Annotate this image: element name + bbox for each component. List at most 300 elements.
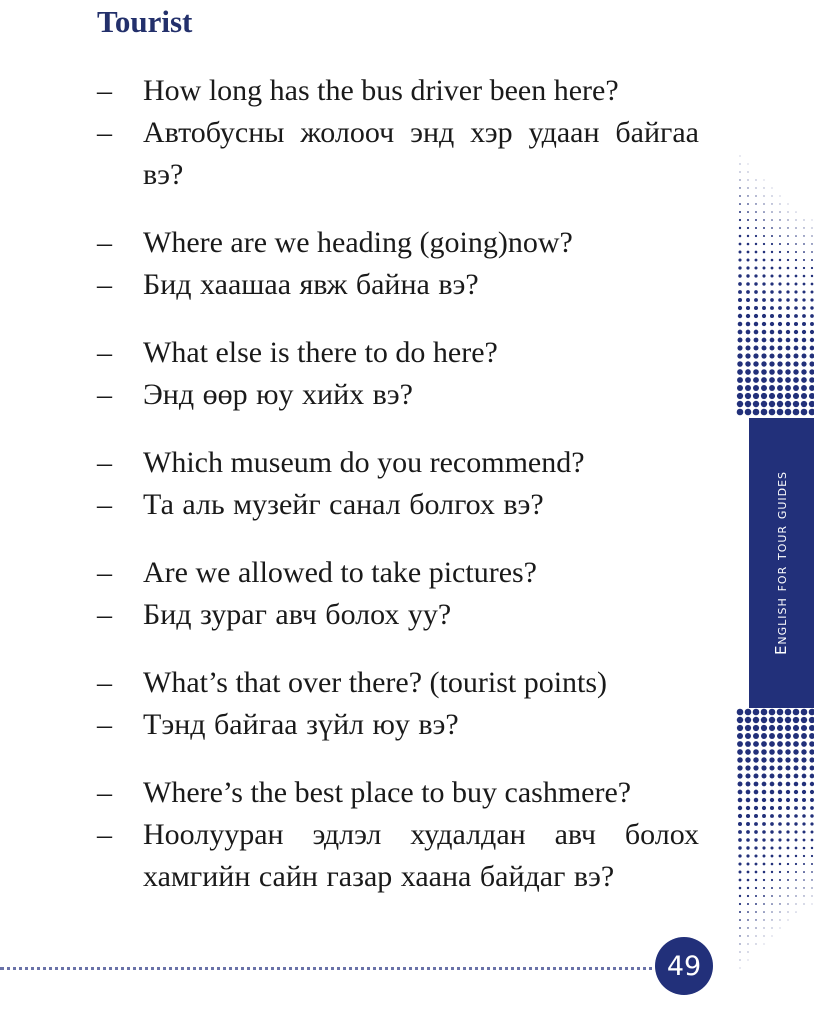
halftone-dot	[746, 798, 751, 803]
halftone-dot	[810, 338, 814, 342]
halftone-dot	[803, 283, 806, 286]
halftone-dot	[745, 401, 751, 407]
halftone-dot	[809, 709, 814, 716]
halftone-dot	[796, 912, 797, 913]
halftone-dot	[754, 814, 758, 818]
halftone-dot	[811, 879, 812, 880]
halftone-dot	[745, 741, 751, 747]
halftone-dot	[787, 911, 788, 912]
halftone-dot	[747, 903, 749, 905]
halftone-dot	[795, 219, 796, 220]
halftone-dot	[809, 409, 814, 416]
halftone-dot	[811, 847, 813, 849]
halftone-dot	[801, 725, 807, 731]
halftone-dot	[762, 322, 766, 326]
halftone-dot	[787, 259, 789, 261]
halftone-dot	[803, 259, 805, 261]
mongolian-phrase: Та аль музейг санал болгох вэ?	[143, 488, 544, 521]
halftone-dot	[778, 838, 781, 841]
halftone-dot	[785, 725, 791, 731]
halftone-dot	[755, 927, 756, 928]
halftone-dot	[762, 774, 767, 779]
halftone-dot	[793, 709, 800, 716]
halftone-dot	[770, 782, 775, 787]
halftone-dot	[754, 306, 758, 310]
halftone-dot	[738, 314, 742, 318]
halftone-dot	[787, 887, 789, 889]
halftone-dot	[810, 822, 813, 825]
halftone-dot	[756, 180, 757, 181]
dash-bullet: –	[97, 378, 112, 411]
halftone-dot	[769, 401, 775, 407]
halftone-dot	[809, 725, 814, 731]
footer-dotted-line	[0, 967, 660, 970]
halftone-dot	[763, 887, 765, 889]
halftone-dot	[786, 314, 790, 318]
halftone-dot	[780, 928, 781, 929]
halftone-dot	[810, 774, 814, 779]
halftone-dot	[803, 879, 805, 881]
halftone-dot	[762, 298, 766, 302]
halftone-dot	[794, 354, 799, 359]
halftone-dot	[787, 227, 788, 228]
halftone-dot	[779, 903, 780, 904]
halftone-dot	[747, 219, 749, 221]
halftone-dot	[754, 846, 757, 849]
halftone-dot	[738, 330, 743, 335]
dash-bullet: –	[97, 708, 112, 741]
halftone-dot	[746, 838, 750, 842]
halftone-dot	[753, 725, 759, 731]
halftone-dot	[777, 725, 783, 731]
halftone-dot	[745, 361, 750, 366]
halftone-dot	[746, 790, 751, 795]
halftone-dot	[796, 212, 797, 213]
halftone-dot	[738, 862, 741, 865]
halftone-dot	[771, 911, 772, 912]
dash-bullet: –	[97, 598, 112, 631]
halftone-dot	[738, 274, 741, 277]
halftone-dot	[809, 741, 814, 747]
halftone-dot	[762, 290, 766, 294]
halftone-dot	[803, 887, 804, 888]
halftone-dot	[777, 765, 782, 770]
halftone-dot	[746, 282, 750, 286]
halftone-dot	[769, 733, 775, 739]
halftone-dot	[745, 409, 752, 416]
halftone-dot	[787, 251, 789, 253]
halftone-dot	[810, 798, 814, 802]
halftone-dot	[793, 361, 798, 366]
halftone-dot	[772, 196, 773, 197]
halftone-dot	[753, 385, 759, 391]
halftone-dot	[771, 211, 772, 212]
halftone-dot-pattern-bottom	[736, 708, 814, 1004]
halftone-dot	[746, 274, 749, 277]
halftone-dot	[753, 709, 760, 716]
halftone-dot	[787, 243, 789, 245]
halftone-dot	[739, 195, 741, 197]
halftone-dot	[793, 757, 798, 762]
halftone-dot	[755, 895, 757, 897]
halftone-dot	[764, 188, 765, 189]
halftone-dot	[763, 927, 764, 928]
halftone-dot	[802, 790, 806, 794]
halftone-dot	[748, 960, 749, 961]
halftone-dot	[802, 798, 806, 802]
halftone-dot	[772, 188, 773, 189]
halftone-dot	[810, 814, 813, 817]
halftone-dot	[801, 393, 807, 399]
halftone-dot	[793, 369, 798, 374]
halftone-dot	[809, 377, 814, 383]
halftone-dot	[746, 846, 749, 849]
halftone-dot	[779, 259, 781, 261]
halftone-dot	[738, 838, 742, 842]
halftone-dot	[753, 773, 758, 778]
halftone-dot	[737, 401, 743, 407]
halftone-dot	[787, 235, 789, 237]
halftone-dot	[777, 369, 783, 375]
dash-bullet: –	[97, 336, 112, 369]
halftone-dot	[794, 346, 799, 351]
halftone-dot	[802, 354, 807, 359]
halftone-dot	[779, 251, 781, 253]
halftone-dot	[753, 393, 759, 399]
halftone-dot	[778, 330, 782, 334]
halftone-dot	[795, 283, 798, 286]
halftone-dot	[737, 709, 744, 716]
halftone-dot	[778, 346, 783, 351]
halftone-dot	[754, 782, 759, 787]
halftone-dot	[794, 314, 798, 318]
halftone-dot	[761, 741, 767, 747]
halftone-dot	[786, 298, 789, 301]
halftone-dot	[755, 879, 757, 881]
mongolian-phrase: Тэнд байгаа зүйл юу вэ?	[143, 708, 459, 741]
halftone-dot	[763, 903, 765, 905]
halftone-dot	[793, 377, 799, 383]
halftone-dot	[763, 895, 765, 897]
halftone-dot	[737, 377, 743, 383]
halftone-dot	[811, 863, 813, 865]
halftone-dot	[739, 251, 742, 254]
halftone-dot	[747, 887, 749, 889]
halftone-dot	[777, 401, 783, 407]
halftone-dot	[811, 251, 813, 253]
halftone-dot	[787, 871, 789, 873]
halftone-dot	[745, 717, 751, 723]
halftone-dot	[802, 290, 805, 293]
halftone-dot	[740, 960, 741, 961]
halftone-dot	[803, 895, 804, 896]
halftone-dot	[746, 298, 750, 302]
halftone-dot	[754, 314, 758, 318]
halftone-dot	[802, 822, 805, 825]
halftone-dot	[794, 298, 797, 301]
halftone-dot	[795, 879, 797, 881]
halftone-dot	[811, 855, 813, 857]
halftone-dot	[786, 774, 791, 779]
halftone-dot	[770, 774, 775, 779]
halftone-dot	[753, 409, 760, 416]
halftone-dot-pattern-top	[736, 120, 814, 418]
halftone-dot	[762, 338, 767, 343]
halftone-dot	[794, 782, 799, 787]
halftone-dot	[761, 401, 767, 407]
halftone-dot	[802, 338, 806, 342]
halftone-dot	[737, 345, 742, 350]
halftone-dot	[779, 267, 782, 270]
mongolian-phrase: Автобусны жолооч энд хэр удаан байгаа вэ?	[143, 116, 699, 191]
halftone-dot	[746, 814, 750, 818]
halftone-dot	[753, 741, 759, 747]
halftone-dot	[753, 757, 758, 762]
halftone-dot	[740, 968, 741, 969]
halftone-dot	[777, 717, 783, 723]
halftone-dot	[738, 790, 743, 795]
halftone-dot	[738, 266, 741, 269]
halftone-dot	[795, 903, 796, 904]
halftone-dot	[770, 338, 775, 343]
halftone-dot	[811, 887, 812, 888]
halftone-dot	[809, 393, 814, 399]
halftone-dot	[812, 220, 813, 221]
halftone-dot	[801, 709, 808, 716]
halftone-dot	[747, 863, 750, 866]
halftone-dot	[777, 733, 783, 739]
halftone-dot	[740, 156, 741, 157]
halftone-dot	[738, 806, 742, 810]
halftone-dot	[777, 709, 784, 716]
halftone-dot	[747, 911, 749, 913]
halftone-dot	[778, 338, 783, 343]
halftone-dot	[762, 282, 765, 285]
halftone-dot	[803, 839, 806, 842]
halftone-dot	[739, 871, 742, 874]
halftone-dot	[747, 919, 749, 921]
halftone-dot	[754, 298, 758, 302]
halftone-dot	[788, 204, 789, 205]
halftone-dot	[738, 306, 742, 310]
halftone-dot	[809, 717, 814, 723]
halftone-dot	[803, 863, 805, 865]
book-title-label: English for tour guides	[772, 470, 791, 656]
halftone-dot	[770, 346, 775, 351]
halftone-dot	[770, 798, 774, 802]
halftone-dot	[779, 863, 781, 865]
halftone-dot	[801, 717, 807, 723]
dash-bullet: –	[97, 116, 112, 149]
halftone-dot	[763, 259, 766, 262]
halftone-dot	[754, 822, 758, 826]
halftone-dot	[793, 749, 798, 754]
halftone-dot	[794, 306, 798, 310]
halftone-dot	[747, 211, 749, 213]
halftone-dot	[769, 741, 775, 747]
halftone-dot	[785, 409, 792, 416]
halftone-dot	[793, 725, 799, 731]
halftone-dot	[737, 385, 743, 391]
halftone-dot	[795, 887, 797, 889]
halftone-dot	[802, 298, 805, 301]
halftone-dot	[763, 195, 764, 196]
phrase-pair	[0, 662, 814, 746]
halftone-dot	[769, 757, 774, 762]
halftone-dot	[778, 306, 782, 310]
halftone-dot	[745, 377, 751, 383]
halftone-dot	[747, 195, 748, 196]
halftone-dot	[754, 830, 758, 834]
halftone-dot	[737, 717, 743, 723]
halftone-dot	[739, 219, 741, 221]
halftone-dot	[762, 814, 766, 818]
halftone-dot	[802, 806, 806, 810]
halftone-dot	[763, 911, 765, 913]
halftone-dot	[770, 806, 774, 810]
halftone-dot	[810, 790, 814, 794]
halftone-dot	[802, 830, 805, 833]
halftone-dot	[787, 275, 790, 278]
halftone-dot	[801, 377, 807, 383]
halftone-dot	[762, 846, 765, 849]
halftone-dot	[748, 952, 749, 953]
halftone-dot	[769, 393, 775, 399]
halftone-dot	[777, 741, 783, 747]
halftone-dot	[794, 338, 799, 343]
halftone-dot	[739, 943, 740, 944]
halftone-dot	[787, 863, 789, 865]
halftone-dot	[770, 830, 773, 833]
page-number-badge: 49	[655, 937, 713, 995]
halftone-dot	[763, 251, 766, 254]
halftone-dot	[811, 291, 814, 294]
halftone-dot	[809, 401, 814, 407]
halftone-dot	[802, 330, 806, 334]
halftone-dot	[780, 204, 781, 205]
halftone-dot	[770, 314, 774, 318]
halftone-dot	[802, 322, 806, 326]
halftone-dot	[762, 782, 767, 787]
halftone-dot	[778, 830, 781, 833]
halftone-dot	[787, 211, 788, 212]
halftone-dot	[754, 330, 759, 335]
halftone-dot	[745, 353, 750, 358]
halftone-dot	[745, 345, 750, 350]
halftone-dot	[769, 377, 775, 383]
halftone-dot	[803, 267, 805, 269]
halftone-dot	[786, 814, 790, 818]
halftone-dot	[801, 409, 808, 416]
halftone-dot	[802, 766, 807, 771]
halftone-dot	[746, 830, 750, 834]
halftone-dot	[801, 369, 806, 374]
halftone-dot	[779, 855, 782, 858]
halftone-dot	[802, 774, 807, 779]
halftone-dot	[811, 831, 814, 834]
halftone-dot	[801, 741, 807, 747]
halftone-dot	[737, 733, 743, 739]
halftone-dot	[769, 409, 776, 416]
halftone-dot	[762, 806, 766, 810]
halftone-dot	[763, 219, 765, 221]
halftone-dot	[762, 822, 766, 826]
halftone-dot	[747, 179, 748, 180]
halftone-dot	[746, 854, 749, 857]
halftone-dot	[787, 219, 788, 220]
halftone-dot	[777, 353, 782, 358]
halftone-dot	[793, 401, 799, 407]
halftone-dot	[769, 717, 775, 723]
halftone-dot	[754, 806, 758, 810]
halftone-dot	[755, 911, 757, 913]
halftone-dot	[802, 306, 806, 310]
halftone-dot	[739, 243, 742, 246]
halftone-dot	[761, 757, 766, 762]
halftone-dot	[746, 338, 751, 343]
halftone-dot	[737, 773, 742, 778]
phrase-pair	[0, 70, 814, 196]
halftone-dot	[769, 369, 775, 375]
halftone-dot	[746, 290, 750, 294]
halftone-dot	[747, 259, 750, 262]
halftone-dot	[794, 774, 799, 779]
english-phrase: Where are we heading (going)now?	[143, 226, 573, 259]
halftone-dot	[754, 798, 758, 802]
halftone-dot	[739, 903, 741, 905]
halftone-dot	[763, 863, 766, 866]
halftone-dot	[810, 314, 814, 318]
dash-bullet: –	[97, 268, 112, 301]
halftone-dot	[801, 733, 807, 739]
halftone-dot	[739, 887, 742, 890]
halftone-dot	[747, 243, 750, 246]
halftone-dot	[788, 920, 789, 921]
halftone-dot	[753, 733, 759, 739]
halftone-dot	[745, 725, 751, 731]
halftone-dot	[761, 369, 767, 375]
halftone-dot	[763, 211, 765, 213]
halftone-dot	[811, 275, 813, 277]
halftone-dot	[795, 227, 796, 228]
halftone-dot	[771, 863, 774, 866]
halftone-dot	[786, 838, 789, 841]
halftone-dot	[778, 282, 781, 285]
halftone-dot	[786, 830, 789, 833]
halftone-dot	[801, 385, 807, 391]
halftone-dot	[739, 187, 740, 188]
halftone-dot	[754, 790, 759, 795]
halftone-dot	[779, 887, 781, 889]
halftone-dot	[772, 936, 773, 937]
halftone-dot	[746, 266, 749, 269]
halftone-dot	[786, 282, 789, 285]
halftone-dot	[779, 243, 781, 245]
halftone-dot	[762, 274, 765, 277]
halftone-dot	[793, 409, 800, 416]
halftone-dot	[753, 377, 759, 383]
halftone-dot	[770, 282, 773, 285]
halftone-dot	[778, 782, 783, 787]
halftone-dot	[795, 895, 796, 896]
halftone-dot	[785, 401, 791, 407]
halftone-dot	[746, 822, 750, 826]
halftone-dot	[761, 353, 766, 358]
halftone-dot	[785, 709, 792, 716]
halftone-dot	[778, 290, 781, 293]
halftone-dot	[740, 164, 741, 165]
halftone-dot	[745, 369, 751, 375]
